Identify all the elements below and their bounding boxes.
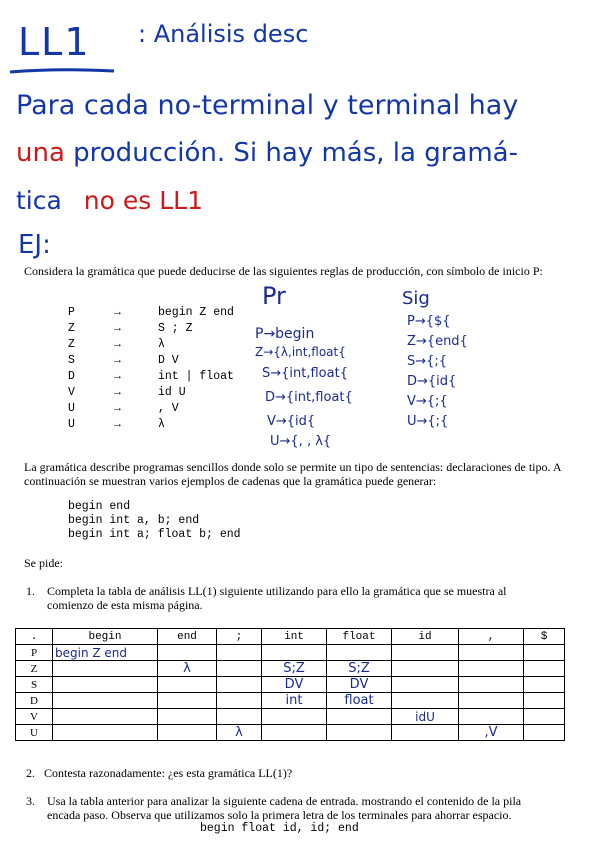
cell-note: float (344, 693, 374, 708)
handwritten-tica: tica (16, 186, 62, 215)
table-row (16, 677, 565, 693)
table-header-cell: id (392, 629, 459, 645)
notes-sig-line: Z→{end{ (407, 334, 468, 349)
grammar-rule: Z → S ; Z (68, 322, 193, 335)
row-label: V (16, 709, 53, 725)
row-label: Z (16, 661, 53, 677)
handwritten-una: una (16, 138, 65, 168)
table-header-cell: end (158, 629, 217, 645)
q2-text: Contesta razonadamente: ¿es esta gramática LL(1)? (44, 766, 293, 780)
table-row (16, 709, 565, 725)
table-header-row (16, 629, 565, 645)
notes-sig-line: V→{;{ (407, 394, 448, 409)
handwritten-line-1: Para cada no-terminal y terminal hay (16, 90, 519, 121)
q3-input-string: begin float id, id; end (200, 822, 359, 835)
example-strings (68, 500, 241, 542)
cell-note: λ (235, 725, 243, 740)
example-string: begin int a; float b; end (68, 528, 241, 541)
notes-pr-line: V→{id{ (267, 414, 316, 429)
cell-note: DV (349, 677, 369, 692)
grammar-rules (68, 306, 234, 434)
q2-number: 2. (26, 766, 35, 780)
table-row (16, 693, 565, 709)
notes-pr-heading: Pr (262, 282, 286, 310)
q1-text: Completa la tabla de análisis LL(1) siguiente utilizando para ello la gramática que se muestra al comienzo de esta misma página. (47, 584, 507, 612)
example-string: begin int a, b; end (68, 514, 200, 527)
table-header-cell: $ (524, 629, 565, 645)
notes-pr-line: Z→{λ,int,float{ (255, 345, 346, 359)
handwritten-no-es-ll1: no es LL1 (83, 186, 203, 215)
cell-note: idU (415, 709, 435, 724)
grammar-rule: Z → λ (68, 338, 165, 351)
example-string: begin end (68, 500, 131, 513)
ll1-analysis-table (15, 628, 565, 741)
handwritten-title: LL1 (18, 20, 91, 64)
q1-number: 1. (26, 584, 35, 598)
row-label: D (16, 693, 53, 709)
table-header-cell: int (262, 629, 327, 645)
table-header-cell: , (459, 629, 524, 645)
q3-number: 3. (26, 794, 35, 808)
cell-note: int (285, 693, 303, 708)
cell-note: ,V (484, 725, 498, 740)
grammar-rule: D → int | float (68, 370, 234, 383)
grammar-rule: S → D V (68, 354, 179, 367)
handwritten-ej: EJ: (18, 230, 51, 260)
handwritten-line-2 (16, 138, 518, 168)
title-underline (8, 66, 118, 76)
row-label: P (16, 645, 53, 661)
notes-sig-line: D→{id{ (407, 374, 457, 389)
notes-sig-line: U→{;{ (407, 414, 449, 429)
notes-pr-line: P→begin (255, 326, 315, 342)
notes-sig-line: S→{;{ (407, 354, 448, 369)
grammar-rule: P → begin Z end (68, 306, 234, 319)
grammar-rule: U → , V (68, 402, 179, 415)
se-pide-label: Se pide: (24, 556, 63, 570)
table-header-cell: ; (217, 629, 262, 645)
table-row (16, 645, 565, 661)
cell-note: S;Z (348, 661, 370, 676)
table-row (16, 661, 565, 677)
cell-note: λ (183, 661, 191, 676)
handwritten-line-3 (16, 186, 203, 215)
grammar-rule: V → id U (68, 386, 186, 399)
cell-note: DV (284, 677, 304, 692)
table-row (16, 725, 565, 741)
handwritten-produccion: producción. Si hay más, la gramá- (73, 138, 518, 168)
cell-note: begin Z end (55, 645, 128, 660)
description-paragraph: La gramática describe programas sencillos donde solo se permite un tipo de sentencias: declaraciones de tipo. A continuación se muestran varios ejemplos de cadenas que la gramática puede generar: (24, 460, 561, 488)
table-header-cell: float (327, 629, 392, 645)
notes-sig-line: P→{${ (407, 314, 451, 329)
intro-paragraph: Considera la gramática que puede deducirse de las siguientes reglas de producción, con símbolo de inicio P: (24, 264, 543, 278)
notes-pr-line: S→{int,float{ (262, 366, 348, 381)
table-header-cell: . (16, 629, 53, 645)
notes-pr-line: D→{int,float{ (265, 390, 353, 405)
handwritten-subtitle: : Análisis desc (138, 20, 309, 48)
row-label: U (16, 725, 53, 741)
cell-note: S;Z (283, 661, 305, 676)
notes-pr-line: U→{, , λ{ (270, 434, 332, 449)
notes-sig-heading: Sig (402, 288, 430, 309)
row-label: S (16, 677, 53, 693)
q3-text: Usa la tabla anterior para analizar la siguiente cadena de entrada. mostrando el contenido de la pila encada paso. Observa que utilizamos solo la primera letra de los terminales para ahorrar espacio. (47, 794, 522, 822)
grammar-rule: U → λ (68, 418, 165, 431)
table-header-cell: begin (53, 629, 158, 645)
